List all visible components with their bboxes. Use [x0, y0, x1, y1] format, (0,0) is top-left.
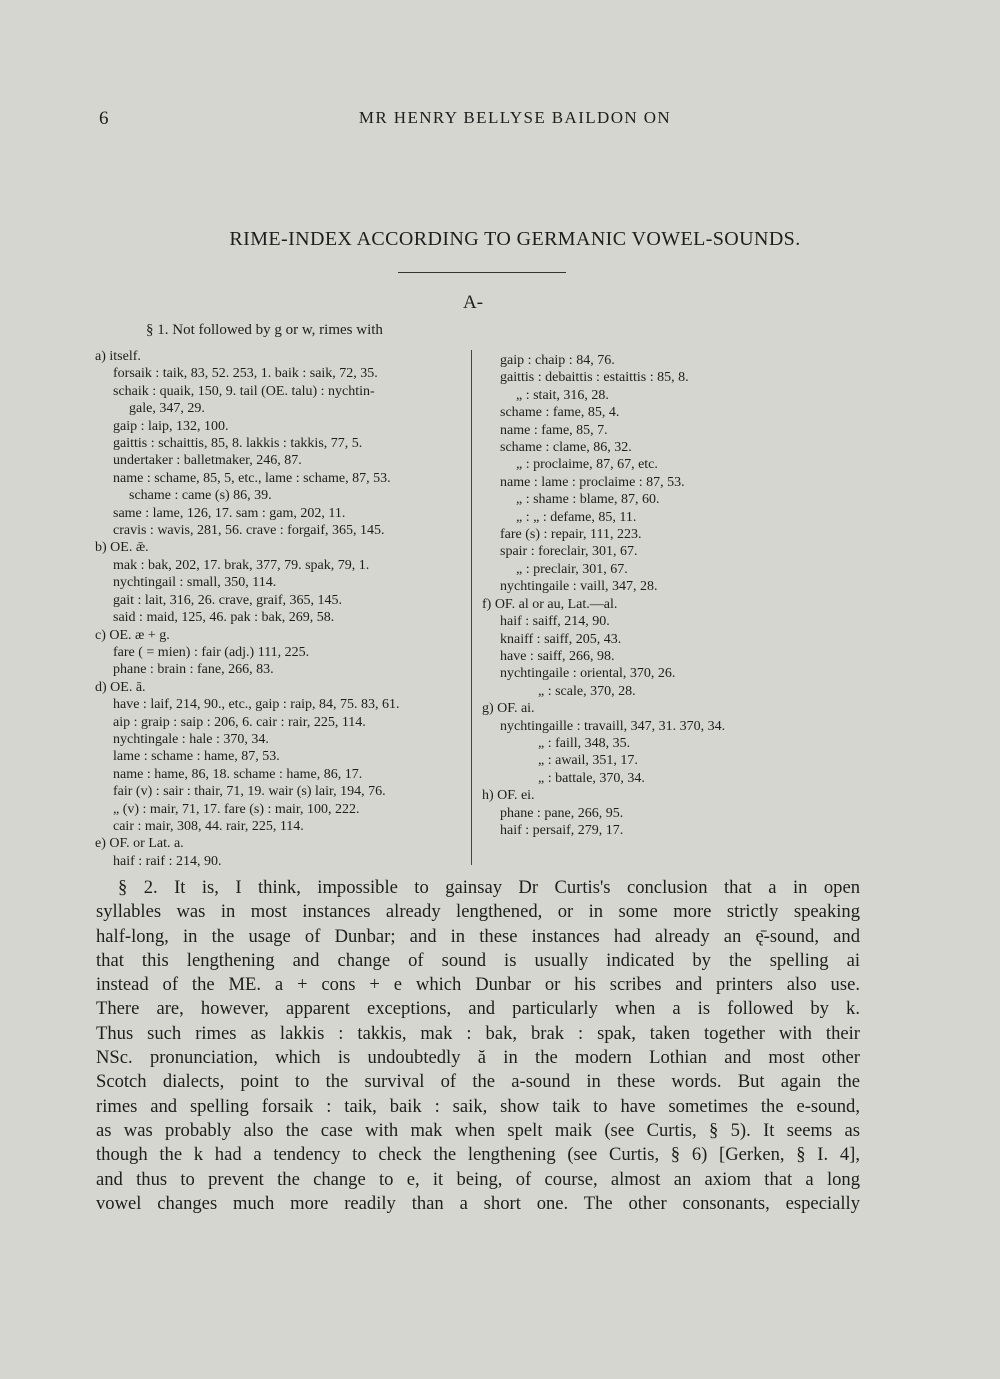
- index-line: haif : saiff, 214, 90.: [500, 614, 610, 630]
- running-head: MR HENRY BELLYSE BAILDON ON: [358, 108, 672, 127]
- index-line: schame : clame, 86, 32.: [500, 440, 632, 456]
- index-line: f) OF. al or au, Lat.—al.: [482, 596, 618, 612]
- index-line: knaiff : saiff, 205, 43.: [500, 631, 622, 647]
- index-line: aip : graip : saip : 206, 6. cair : rair, 225, 114.: [113, 714, 366, 730]
- index-line: e) OF. or Lat. a.: [95, 836, 184, 852]
- index-line: mak : bak, 202, 17. brak, 377, 79. spak, 79, 1.: [113, 557, 370, 573]
- index-line: fare ( = mien) : fair (adj.) 111, 225.: [113, 644, 310, 660]
- index-line: schame : fame, 85, 4.: [500, 405, 620, 421]
- index-line: said : maid, 125, 46. pak : bak, 269, 58.: [113, 610, 335, 626]
- index-line: name : fame, 85, 7.: [500, 422, 608, 438]
- body-line: Scotch dialects, point to the survival of the a-sound in these words. But again the: [96, 1071, 860, 1093]
- index-line: lame : schame : hame, 87, 53.: [113, 749, 280, 765]
- index-line: nychtingaile : vaill, 347, 28.: [500, 579, 658, 595]
- body-line: rimes and spelling forsaik : taik, baik : saik, show taik to have sometimes the e-sound,: [96, 1095, 860, 1117]
- index-line: a) itself.: [95, 349, 141, 364]
- index-line: same : lame, 126, 17. sam : gam, 202, 11.: [113, 505, 346, 521]
- body-line: as was probably also the case with mak when spelt maik (see Curtis, § 5). It seems as: [96, 1119, 860, 1141]
- column-divider: [471, 350, 472, 865]
- index-line: cravis : wavis, 281, 56. crave : forgaif, 365, 145.: [113, 523, 385, 539]
- index-line: haif : persaif, 279, 17.: [500, 822, 624, 838]
- index-line: have : saiff, 266, 98.: [500, 648, 615, 664]
- index-line: nychtingaile : oriental, 370, 26.: [500, 666, 676, 682]
- index-line: „ : proclaime, 87, 67, etc.: [516, 457, 658, 473]
- index-line: schame : came (s) 86, 39.: [129, 488, 272, 504]
- body-line: syllables was in most instances already lengthened, or in some more strictly speaking: [96, 901, 860, 923]
- page-number: 6: [99, 108, 109, 129]
- index-line: h) OF. ei.: [482, 788, 535, 804]
- index-line: „ (v) : mair, 71, 17. fare (s) : mair, 100, 222.: [113, 801, 360, 817]
- body-line: § 2. It is, I think, impossible to gainsay Dr Curtis's conclusion that a in open: [118, 877, 860, 898]
- index-line: nychtingaille : travaill, 347, 31. 370, 34.: [500, 718, 726, 734]
- body-line: NSc. pronunciation, which is undoubtedly ă in the modern Lothian and most other: [96, 1047, 860, 1069]
- index-line: haif : raif : 214, 90.: [113, 853, 222, 869]
- index-line: g) OF. ai.: [482, 701, 535, 717]
- body-line: vowel changes much more readily than a short one. The other consonants, especially: [96, 1192, 860, 1214]
- index-line: fair (v) : sair : thair, 71, 19. wair (s) lair, 194, 76.: [113, 784, 386, 800]
- index-line: undertaker : balletmaker, 246, 87.: [113, 453, 302, 469]
- index-line: cair : mair, 308, 44. rair, 225, 114.: [113, 818, 304, 834]
- index-line: „ : preclair, 301, 67.: [516, 561, 628, 577]
- index-line: „ : scale, 370, 28.: [538, 683, 636, 699]
- index-line: c) OE. æ + g.: [95, 627, 170, 643]
- index-line: spair : foreclair, 301, 67.: [500, 544, 638, 560]
- index-line: phane : brain : fane, 266, 83.: [113, 662, 274, 678]
- index-line: gaip : chaip : 84, 76.: [500, 353, 615, 368]
- body-line: instead of the ME. a + cons + e which Dunbar or his scribes and printers also use.: [96, 974, 860, 996]
- index-line: gaittis : debaittis : estaittis : 85, 8.: [500, 370, 689, 386]
- body-line: Thus such rimes as lakkis : takkis, mak : bak, brak : spak, taken together with their: [96, 1022, 860, 1044]
- index-line: „ : awail, 351, 17.: [538, 753, 638, 769]
- index-line: b) OE. ǣ.: [95, 540, 149, 556]
- index-line: name : hame, 86, 18. schame : hame, 86, 17.: [113, 766, 363, 782]
- body-line: that this lengthening and change of sound is usually indicated by the spelling ai: [96, 949, 860, 971]
- index-line: phane : pane, 266, 95.: [500, 805, 624, 821]
- paragraph-2-body: [96, 876, 860, 1216]
- index-line: nychtingale : hale : 370, 34.: [113, 731, 269, 747]
- index-line: gaittis : schaittis, 85, 8. lakkis : takkis, 77, 5.: [113, 436, 363, 452]
- index-line: „ : faill, 348, 35.: [538, 735, 631, 751]
- index-line: „ : „ : defame, 85, 11.: [516, 509, 637, 525]
- index-line: fare (s) : repair, 111, 223.: [500, 527, 642, 543]
- index-line: gale, 347, 29.: [129, 401, 205, 417]
- letter-heading: A-: [463, 292, 484, 313]
- title-rule: [398, 272, 566, 273]
- section-title: RIME-INDEX ACCORDING TO GERMANIC VOWEL-SOUNDS.: [229, 228, 801, 250]
- index-line: gaip : laip, 132, 100.: [113, 418, 229, 434]
- index-line: forsaik : taik, 83, 52. 253, 1. baik : saik, 72, 35.: [113, 366, 378, 382]
- index-line: d) OE. ā.: [95, 679, 146, 695]
- body-line: and thus to prevent the change to e, it being, of course, almost an axiom that a long: [96, 1168, 860, 1190]
- body-line: though the k had a tendency to check the lengthening (see Curtis, § 6) [Gerken, § I. 4],: [96, 1144, 860, 1166]
- index-line: „ : battale, 370, 34.: [538, 770, 645, 786]
- index-line: nychtingail : small, 350, 114.: [113, 575, 277, 591]
- rime-index-right-column: [482, 352, 832, 839]
- paragraph-1-heading: § 1. Not followed by g or w, rimes with: [146, 322, 383, 338]
- body-line: half-long, in the usage of Dunbar; and in these instances had already an ę̄-sound, and: [96, 925, 860, 947]
- index-line: name : lame : proclaime : 87, 53.: [500, 474, 685, 490]
- index-line: name : schame, 85, 5, etc., lame : schame, 87, 53.: [113, 470, 391, 486]
- index-line: have : laif, 214, 90., etc., gaip : raip, 84, 75. 83, 61.: [113, 697, 400, 713]
- index-line: gait : lait, 316, 26. crave, graif, 365, 145.: [113, 592, 342, 608]
- body-line: There are, however, apparent exceptions, and particularly when a is followed by k.: [96, 998, 860, 1020]
- index-line: „ : stait, 316, 28.: [516, 387, 609, 403]
- rime-index-left-column: [95, 348, 467, 870]
- index-line: „ : shame : blame, 87, 60.: [516, 492, 660, 508]
- index-line: schaik : quaik, 150, 9. tail (OE. talu) : nychtin-: [113, 383, 375, 399]
